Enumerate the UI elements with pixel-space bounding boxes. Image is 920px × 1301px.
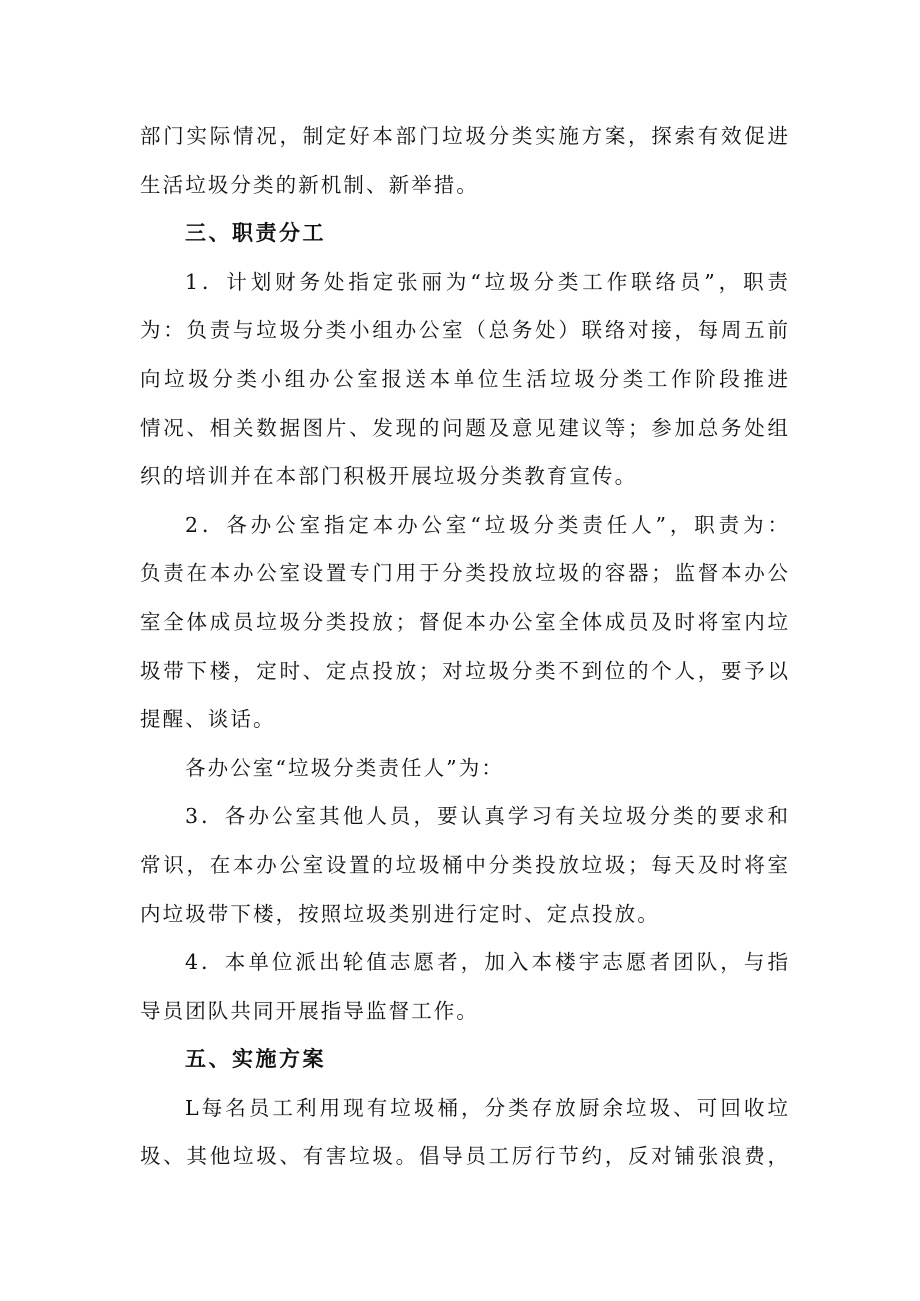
paragraph-line: 织的培训并在本部门积极开展垃圾分类教育宣传。 (140, 464, 638, 489)
paragraph-line: 负责在本办公室设置专门用于分类投放垃圾的容器；监督本办公 (140, 561, 788, 586)
paragraph-line: 部门实际情况，制定好本部门垃圾分类实施方案，探索有效促进 (140, 124, 788, 148)
paragraph-line: 为：负责与垃圾分类小组办公室（总务处）联络对接，每周五前 (140, 318, 788, 343)
paragraph-line: 4．本单位派出轮值志愿者，加入本楼宇志愿者团队，与指 (185, 950, 788, 975)
paragraph-line: 向垃圾分类小组办公室报送本单位生活垃圾分类工作阶段推进 (140, 366, 788, 391)
paragraph-line: 情况、相关数据图片、发现的问题及意见建议等；参加总务处组 (140, 415, 788, 440)
paragraph-line: 生活垃圾分类的新机制、新举措。 (140, 172, 479, 197)
paragraph-line: 导员团队共同开展指导监督工作。 (140, 998, 479, 1023)
paragraph-line: 2．各办公室指定本办公室“垃圾分类责任人”，职责为： (185, 512, 788, 537)
section-heading: 三、职责分工 (185, 221, 326, 246)
paragraph-line: L每名员工利用现有垃圾桶，分类存放厨余垃圾、可回收垃 (185, 1095, 788, 1120)
paragraph-line: 各办公室“垃圾分类责任人”为： (185, 755, 504, 780)
paragraph-line: 1．计划财务处指定张丽为“垃圾分类工作联络员”，职责 (185, 269, 788, 294)
document-body (140, 112, 788, 1181)
paragraph-line: 3．各办公室其他人员，要认真学习有关垃圾分类的要求和 (185, 804, 788, 829)
paragraph-line: 圾带下楼，定时、定点投放；对垃圾分类不到位的个人，要予以 (140, 658, 788, 683)
paragraph-line: 室全体成员垃圾分类投放；督促本办公室全体成员及时将室内垃 (140, 609, 788, 634)
paragraph-line: 常识，在本办公室设置的垃圾桶中分类投放垃圾；每天及时将室 (140, 852, 788, 877)
paragraph-line: 圾、其他垃圾、有害垃圾。倡导员工厉行节约，反对铺张浪费， (140, 1144, 788, 1169)
paragraph-line: 内垃圾带下楼，按照垃圾类别进行定时、定点投放。 (140, 901, 660, 926)
section-heading: 五、实施方案 (185, 1047, 326, 1072)
paragraph-line: 提醒、谈话。 (140, 707, 276, 732)
